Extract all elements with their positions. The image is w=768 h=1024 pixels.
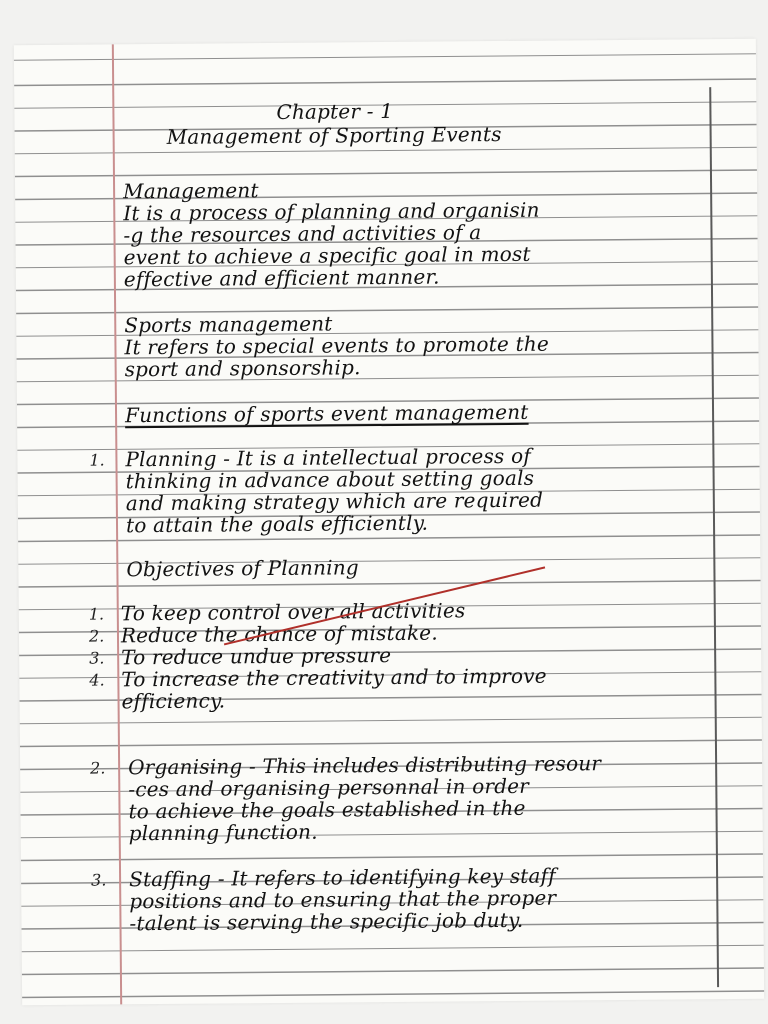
management-heading: Management	[122, 178, 259, 204]
notebook-page	[14, 39, 764, 1005]
staffing-text-line: -talent is serving the specific job duty.	[129, 907, 524, 936]
planning-text-line: thinking in advance about setting goals	[125, 465, 535, 494]
management-text-line: event to achieve a specific goal in most	[123, 241, 531, 270]
objective-number: 4.	[89, 670, 105, 690]
staffing-text-line: positions and to ensuring that the proper	[129, 885, 557, 914]
sports-management-heading: Sports management	[124, 311, 333, 338]
management-text-line: effective and efficient manner.	[123, 264, 440, 292]
organising-text-line: Organising - This includes distributing resour	[128, 751, 602, 780]
objective-line: efficiency.	[121, 688, 226, 714]
functions-heading: Functions of sports event management	[124, 399, 529, 428]
staffing-text-line: Staffing - It refers to identifying key staff	[129, 863, 556, 892]
planning-text-line: Planning - It is a intellectual process of	[125, 443, 531, 472]
management-text-line: It is a process of planning and organisin	[123, 197, 540, 226]
planning-text-line: and making strategy which are required	[125, 487, 544, 516]
organising-text-line: planning function.	[128, 819, 318, 846]
organising-text-line: -ces and organising personnal in order	[128, 773, 530, 802]
objective-line: To keep control over all activities	[120, 598, 466, 626]
objective-number: 2.	[88, 626, 105, 646]
subject-title: Management of Sporting Events	[166, 122, 502, 149]
organising-number: 2.	[90, 758, 106, 778]
chapter-title: Chapter - 1	[276, 98, 394, 124]
objective-line: Reduce the chance of mistake.	[120, 620, 438, 648]
objective-line: To increase the creativity and to improve	[121, 663, 547, 692]
right-margin-line	[709, 87, 719, 987]
sports-management-text-line: sport and sponsorship.	[124, 355, 361, 382]
objective-number: 3.	[89, 648, 105, 668]
staffing-number: 3.	[91, 870, 107, 890]
management-text-line: -g the resources and activities of a	[123, 220, 482, 248]
left-margin-line	[112, 44, 122, 1004]
objective-line: To reduce undue pressure	[121, 642, 392, 670]
organising-text-line: to achieve the goals established in the	[128, 795, 526, 824]
objectives-heading: Objectives of Planning	[126, 555, 359, 582]
sports-management-text-line: It refers to special events to promote the	[124, 331, 550, 360]
planning-text-line: to attain the goals efficiently.	[125, 510, 429, 538]
planning-number: 1.	[89, 450, 105, 470]
objective-number: 1.	[88, 604, 105, 624]
